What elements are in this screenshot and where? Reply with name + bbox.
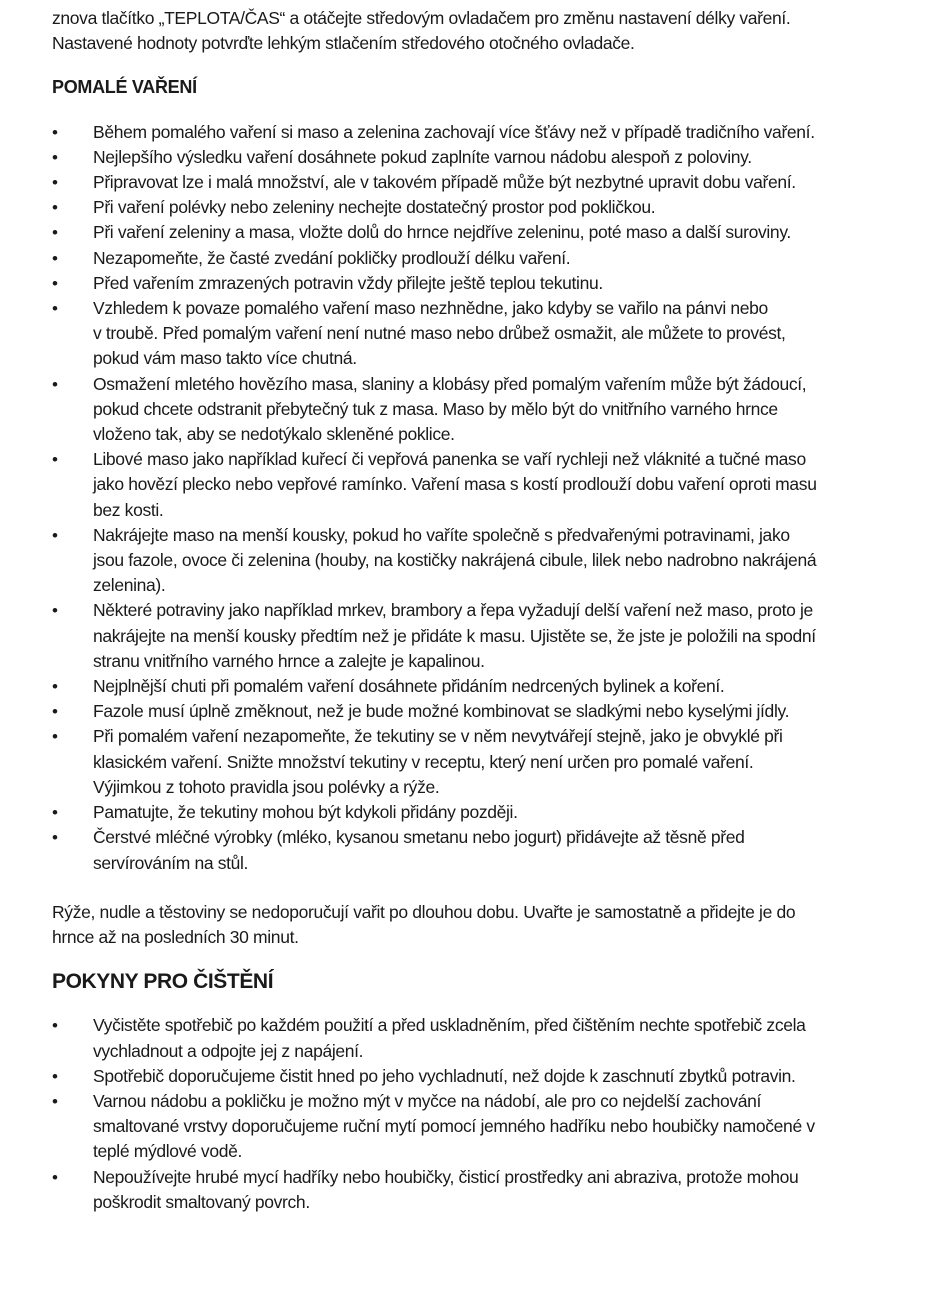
list-item-line: Pamatujte, že tekutiny mohou být kdykoli přidány později. (93, 802, 518, 823)
list-item-line: vychladnout a odpojte jej z napájení. (93, 1040, 364, 1061)
bullet-icon: • (52, 601, 58, 621)
list-item-line: Před vařením zmrazených potravin vždy přilejte ještě teplou tekutinu. (93, 272, 603, 293)
list-item (52, 120, 892, 145)
list-item (52, 523, 892, 599)
list-item-line: v troubě. Před pomalým vaření není nutné maso nebo drůbež osmažit, ale můžete to provést, (93, 323, 786, 344)
list-item-line: nakrájejte na menší kousky předtím než je přidáte k masu. Ujistěte se, že jste je položili na spodní (93, 625, 816, 646)
bullet-icon: • (52, 1167, 58, 1187)
slow-cooking-list (52, 120, 892, 876)
list-item (52, 145, 892, 170)
bullet-icon: • (52, 198, 58, 218)
list-item-line: Některé potraviny jako například mrkev, brambory a řepa vyžadují delší vaření než maso, proto je (93, 600, 813, 621)
list-item-line: Při vaření zeleniny a masa, vložte dolů do hrnce nejdříve zeleninu, poté maso a další suroviny. (93, 222, 791, 243)
list-item-line: Varnou nádobu a pokličku je možno mýt v myčce na nádobí, ale pro co nejdelší zachování (93, 1090, 762, 1111)
list-item-line: Výjimkou z tohoto pravidla jsou polévky a rýže. (93, 776, 440, 797)
bullet-icon: • (52, 702, 58, 722)
list-item-line: smaltované vrstvy doporučujeme ruční mytí pomocí jemného hadříku nebo houbičky namočené v (93, 1116, 815, 1137)
list-item (52, 800, 892, 825)
list-item-line: poškrodit smaltovaný povrch. (93, 1191, 310, 1212)
bullet-icon: • (52, 1066, 58, 1086)
text-line: znova tlačítko „TEPLOTA/ČAS“ a otáčejte středovým ovladačem pro změnu nastavení délky vaření. (52, 8, 791, 28)
manual-page (52, 6, 892, 1215)
section-heading-cleaning: POKYNY PRO ČIŠTĚNÍ (52, 970, 274, 994)
list-item-line: klasickém vaření. Snižte množství tekutiny v receptu, který není určen pro pomalé vaření. (93, 751, 754, 772)
list-item (52, 598, 892, 674)
cleaning-list (52, 1013, 892, 1215)
text-line: Rýže, nudle a těstoviny se nedoporučují vařit po dlouhou dobu. Uvařte je samostatně a přidejte je do (52, 901, 796, 922)
list-item-line: teplé mýdlové vodě. (93, 1141, 242, 1162)
bullet-icon: • (52, 173, 58, 193)
list-item-line: Nejplnější chuti při pomalém vaření dosáhnete přidáním nedrcených bylinek a koření. (93, 676, 725, 697)
list-item-line: jako hovězí plecko nebo vepřové ramínko. Vaření masa s kostí prodlouží dobu vaření oproti masu (93, 474, 817, 495)
bullet-icon: • (52, 273, 58, 293)
bullet-icon: • (52, 525, 58, 545)
bullet-icon: • (52, 374, 58, 394)
list-item-line: stranu vnitřního varného hrnce a zalejte je kapalinou. (93, 650, 485, 671)
list-item (52, 1089, 892, 1165)
list-item (52, 1165, 892, 1215)
list-item (52, 271, 892, 296)
list-item-line: pokud vám maso takto více chutná. (93, 348, 357, 369)
bullet-icon: • (52, 299, 58, 319)
list-item-line: Během pomalého vaření si maso a zelenina zachovají více šťávy než v případě tradičního vaření. (93, 121, 815, 142)
bullet-icon: • (52, 122, 58, 142)
bullet-icon: • (52, 1016, 58, 1036)
list-item-line: Spotřebič doporučujeme čistit hned po jeho vychladnutí, než dojde k zaschnutí zbytků potravin. (93, 1065, 796, 1086)
bullet-icon: • (52, 1091, 58, 1111)
list-item (52, 825, 892, 875)
list-item (52, 1064, 892, 1089)
list-item (52, 674, 892, 699)
list-item-line: pokud chcete odstranit přebytečný tuk z masa. Maso by mělo být do vnitřního varného hrnce (93, 398, 778, 419)
list-item-line: Při vaření polévky nebo zeleniny nechejte dostatečný prostor pod pokličkou. (93, 197, 656, 218)
bullet-icon: • (52, 147, 58, 167)
list-item-line: Vyčistěte spotřebič po každém použití a před uskladněním, před čištěním nechte spotřebič zcela (93, 1015, 806, 1036)
list-item-line: jsou fazole, ovoce či zelenina (houby, na kostičky nakrájená cibule, lilek nebo nadrobno nakrájená (93, 550, 817, 571)
list-item (52, 296, 892, 372)
text-line: hrnce až na posledních 30 minut. (52, 926, 299, 947)
bullet-icon: • (52, 803, 58, 823)
bullet-icon: • (52, 677, 58, 697)
bullet-icon: • (52, 828, 58, 848)
list-item-line: Fazole musí úplně změknout, než je bude možné kombinovat se sladkými nebo kyselými jídly. (93, 701, 790, 722)
list-item-line: Nejlepšího výsledku vaření dosáhnete pokud zaplníte varnou nádobu alespoň z poloviny. (93, 146, 752, 167)
list-item (52, 1013, 892, 1063)
list-item-line: Nakrájejte maso na menší kousky, pokud ho vaříte společně s předvařenými potravinami, jako (93, 524, 790, 545)
list-item-line: Čerstvé mléčné výrobky (mléko, kysanou smetanu nebo jogurt) přidávejte až těsně před (93, 827, 745, 848)
list-item-line: Nezapomeňte, že časté zvedání pokličky prodlouží délku vaření. (93, 247, 571, 268)
list-item-line: zelenina). (93, 575, 166, 596)
section-heading-slow-cooking: POMALÉ VAŘENÍ (52, 77, 197, 98)
bullet-icon: • (52, 248, 58, 268)
list-item-line: Při pomalém vaření nezapomeňte, že tekutiny se v něm nevytvářejí stejně, jako je obvyklé při (93, 726, 783, 747)
list-item (52, 246, 892, 271)
list-item (52, 195, 892, 220)
list-item-line: Nepoužívejte hrubé mycí hadříky nebo houbičky, čisticí prostředky ani abraziva, protože mohou (93, 1166, 799, 1187)
list-item (52, 220, 892, 245)
bullet-icon: • (52, 223, 58, 243)
list-item-line: vloženo tak, aby se nedotýkalo skleněné poklice. (93, 424, 455, 445)
list-item (52, 699, 892, 724)
list-item-line: Připravovat lze i malá množství, ale v takovém případě může být nezbytné upravit dobu vaření. (93, 172, 796, 193)
list-item-line: Libové maso jako například kuřecí či vepřová panenka se vaří rychleji než vláknité a tučné maso (93, 449, 806, 470)
intro-paragraph (52, 6, 892, 56)
list-item (52, 447, 892, 523)
bullet-icon: • (52, 727, 58, 747)
bullet-icon: • (52, 450, 58, 470)
list-item-line: servírováním na stůl. (93, 852, 249, 873)
list-item-line: Osmažení mletého hovězího masa, slaniny a klobásy před pomalým vařením může být žádoucí, (93, 373, 807, 394)
list-item (52, 372, 892, 448)
list-item (52, 170, 892, 195)
rice-note-paragraph (52, 900, 892, 950)
list-item (52, 724, 892, 800)
text-line: Nastavené hodnoty potvrďte lehkým stlačením středového otočného ovladače. (52, 33, 635, 54)
list-item-line: Vzhledem k povaze pomalého vaření maso nezhnědne, jako kdyby se vařilo na pánvi nebo (93, 298, 768, 319)
list-item-line: bez kosti. (93, 499, 164, 520)
